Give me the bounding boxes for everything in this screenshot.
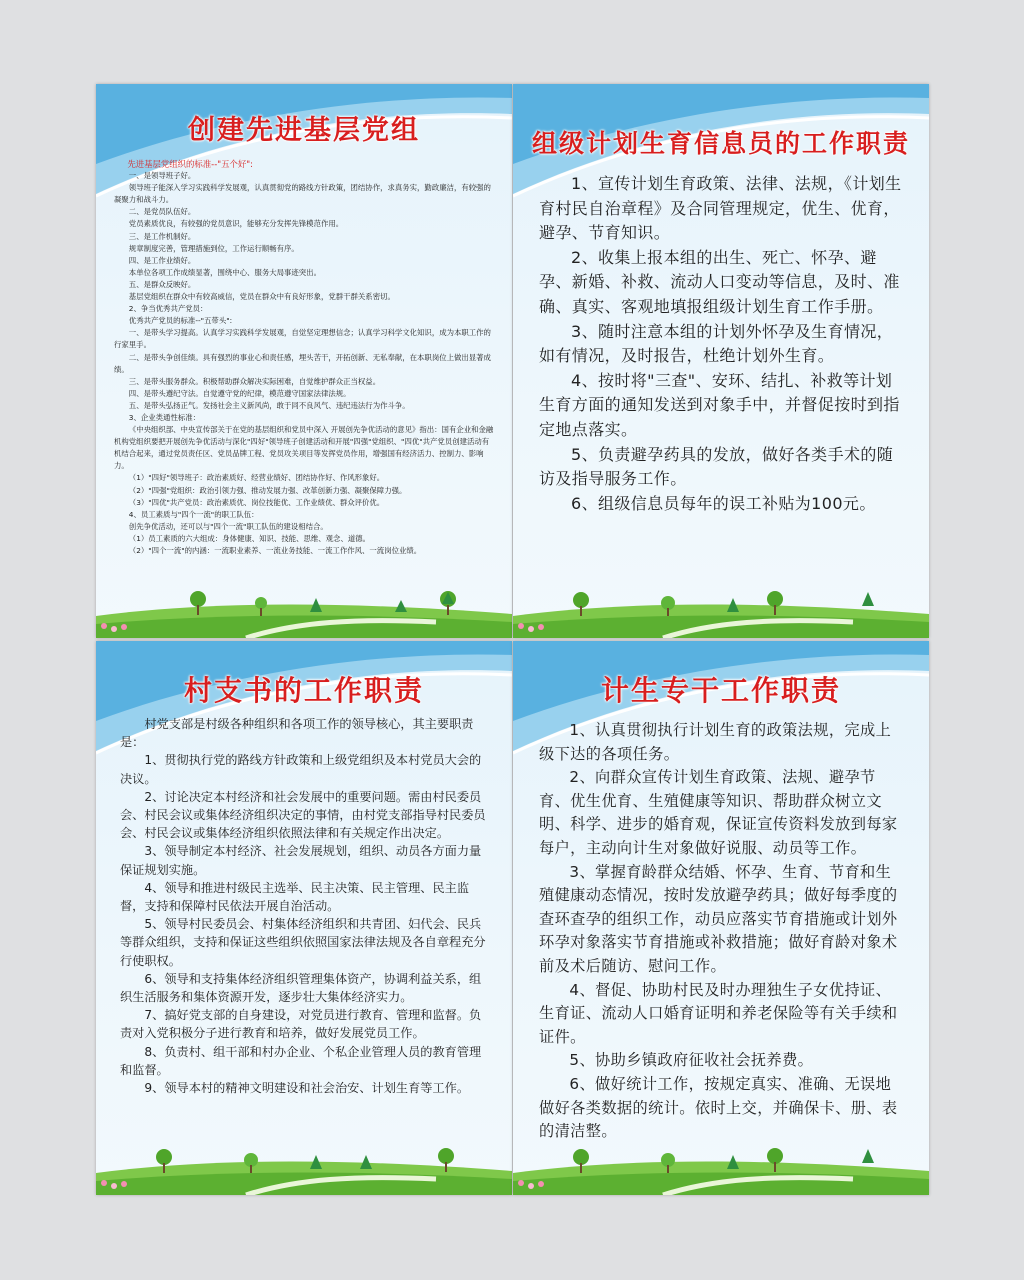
duty-item: 5、领导村民委员会、村集体经济组织和共青团、妇代会、民兵等群众组织，支持和保证这些组织依照国家法律法规及各自章程充分行使职权。 xyxy=(120,917,486,968)
body-line: 基层党组织在群众中有较高威信，党员在群众中有良好形象，党群干群关系密切。 xyxy=(128,292,395,302)
panel-title: 组级计划生育信息员的工作职责 xyxy=(531,129,910,158)
duty-item: 4、督促、协助村民及时办理独生子女优持证、生育证、流动人口婚育证明和养老保险等有关手续和证件。 xyxy=(539,980,898,1046)
body-line: 规章制度完善，管理措施到位，工作运行顺畅有序。 xyxy=(128,243,299,253)
duty-item: 4、按时将"三查"、安环、结扎、补救等计划生育方面的通知发送到对象手中，并督促按时到指定地点落实。 xyxy=(539,370,900,439)
body-line: 2、争当优秀共产党员： xyxy=(128,304,208,314)
duty-item: 2、收集上报本组的出生、死亡、怀孕、避孕、新婚、补救、流动人口变动等信息，及时、准确、真实、客观地填报组级计划生育工作手册。 xyxy=(539,247,900,316)
duty-item: 6、做好统计工作，按规定真实、准确、无误地做好各类数据的统计。依时上交，并确保卡、册、表的清洁整。 xyxy=(539,1074,898,1141)
body-line: （2）"四强"党组织：政治引领力强、推动发展力强、改革创新力强、凝聚保障力强。 xyxy=(128,485,407,495)
body-line: （1）员工素质的六大组成：身体健康、知识、技能、思维、观念、道德。 xyxy=(128,533,371,543)
duty-item: 6、组级信息员每年的误工补贴为100元。 xyxy=(571,493,876,513)
body-line: 3、企业类通性标准： xyxy=(128,412,201,422)
duty-item: 1、宣传计划生育政策、法律、法规，《计划生育村民自治章程》及合同管理规定，优生、优育，避孕、节育知识。 xyxy=(539,174,902,243)
body-line: 4、员工素质与"四个一流"的职工队伍： xyxy=(128,509,259,519)
body-line: 本单位各项工作成绩显著，围绕中心、服务大局事迹突出。 xyxy=(128,267,321,277)
body-line: 一、是带头学习提高。认真学习实践科学发展观，自觉坚定理想信念；认真学习科学文化知识，成为本职工作的行家里手。 xyxy=(114,328,491,350)
duty-item: 2、向群众宣传计划生育政策、法规、避孕节育、优生优育、生殖健康等知识、帮助群众树立文明、科学、进步的婚育观，保证宣传资料发放到每家每户，主动向计生对象做好说服、动员等工作。 xyxy=(539,768,898,857)
duty-item: 5、协助乡镇政府征收社会抚养费。 xyxy=(569,1051,814,1070)
duty-item: 3、领导制定本村经济、社会发展规划，组织、动员各方面力量保证规划实施。 xyxy=(120,844,482,877)
body-line: 二、是带头争创佳绩。具有强烈的事业心和责任感，埋头苦干，开拓创新、无私奉献，在本职岗位上做出显著成绩。 xyxy=(114,352,491,374)
body-line: 四、是带头遵纪守法。自觉遵守党的纪律，模范遵守国家法律法规。 xyxy=(128,388,351,398)
grass-ground-illustration xyxy=(513,1135,929,1195)
duty-item: 5、负责避孕药具的发放，做好各类手术的随访及指导服务工作。 xyxy=(539,444,894,489)
grass-ground-illustration xyxy=(96,578,512,638)
body-line: 党员素质优良，有较强的党员意识，能够充分发挥先锋模范作用。 xyxy=(128,219,344,229)
panel-info-officer-duties xyxy=(513,84,929,638)
duty-item: 1、贯彻执行党的路线方针政策和上级党组织及本村党员大会的决议。 xyxy=(120,753,482,786)
panel-family-planning-officer-duties xyxy=(513,641,929,1195)
panel-body xyxy=(539,719,903,1144)
panel-body xyxy=(114,158,494,557)
body-line: （3）"四优"共产党员：政治素质优、岗位技能优、工作业绩优、群众评价优。 xyxy=(128,497,385,507)
duty-item: 3、随时注意本组的计划外怀孕及生育情况，如有情况，及时报告，杜绝计划外生育。 xyxy=(539,321,894,366)
duty-item: 8、负责村、组干部和村办企业、个私企业管理人员的教育管理和监督。 xyxy=(120,1044,482,1077)
panel-body xyxy=(120,715,488,1097)
body-line: 五、是带头弘扬正气。发扬社会主义新风尚，敢于同不良风气、违纪违法行为作斗争。 xyxy=(128,400,410,410)
panel-title: 计生专干工作职责 xyxy=(600,674,841,707)
body-line: （2）"四个一流"的内涵：一流职业素养、一流业务技能、一流工作作风、一流岗位业绩。 xyxy=(128,546,422,555)
duty-item: 4、领导和推进村级民主选举、民主决策、民主管理、民主监督，支持和保障村民依法开展自治活动。 xyxy=(120,880,470,914)
duty-item: 7、搞好党支部的自身建设，对党员进行教育、管理和监督。负责对入党积极分子进行教育和培养，做好发展党员工作。 xyxy=(120,1008,482,1041)
body-line: 一、是领导班子好。 xyxy=(128,171,196,181)
body-line: 《中央组织部、中央宣传部关于在党的基层组织和党员中深入 开展创先争优活动的意见》指出：国有企业和金融机构党组织要把开展创先争优活动与深化"四好"领导班子创建活动和开展"四强"党组织、"四优"共产党员创建活动有机结合起来，通过党员责任区、党员品牌工程、党员攻关项目等发挥党员作用，增强国有经济活力、控制力、影响力。 xyxy=(114,425,494,471)
duty-item: 2、讨论决定本村经济和社会发展中的重要问题。需由村民委员会、村民会议或集体经济组织决定的事情，由村党支部指导村民委员会、村民会议或集体经济组织依照法律和有关规定作出决定。 xyxy=(120,789,486,841)
panel-title: 创建先进基层党组 xyxy=(188,115,420,146)
body-line: 领导班子能深入学习实践科学发展观，认真贯彻党的路线方针政策，团结协作，求真务实，勤政廉洁，有较强的凝聚力和战斗力。 xyxy=(114,183,491,205)
body-line: 五、是群众反映好。 xyxy=(128,279,196,289)
body-line: 创先争优活动，还可以与"四个一流"职工队伍的建设相结合。 xyxy=(128,521,328,531)
panel-village-secretary-duties xyxy=(96,641,512,1195)
panel-advanced-party-group xyxy=(96,84,512,638)
body-line: 四、是工作业绩好。 xyxy=(128,255,196,265)
body-line: 三、是带头服务群众。积极帮助群众解决实际困难，自觉维护群众正当权益。 xyxy=(128,376,381,386)
duty-item: 3、掌握育龄群众结婚、怀孕、生育、节育和生殖健康动态情况，按时发放避孕药具；做好每季度的查环查孕的组织工作，动员应落实节育措施或计划外环孕对象落实节育措施或补救措施；做好育龄对象术前及术后随访、慰问工作。 xyxy=(539,862,898,975)
body-line: 二、是党员队伍好。 xyxy=(128,207,196,217)
grass-ground-illustration xyxy=(96,1135,512,1195)
subtitle: 先进基层党组织的标准--"五个好": xyxy=(127,159,253,169)
body-line: （1）"四好"领导班子：政治素质好、经营业绩好、团结协作好、作风形象好。 xyxy=(128,473,385,483)
body-line: 优秀共产党员的标准--"五带头": xyxy=(128,316,233,326)
panel-title: 村支书的工作职责 xyxy=(183,674,424,707)
panel-body xyxy=(539,172,903,516)
body-line: 三、是工作机制好。 xyxy=(128,231,196,241)
duty-item: 9、领导本村的精神文明建设和社会治安、计划生育等工作。 xyxy=(144,1081,470,1096)
duty-item: 6、领导和支持集体经济组织管理集体资产，协调利益关系，组织生活服务和集体资源开发，逐步壮大集体经济实力。 xyxy=(120,971,482,1005)
grass-ground-illustration xyxy=(513,578,929,638)
intro-text: 村党支部是村级各种组织和各项工作的领导核心，其主要职责是： xyxy=(120,717,474,750)
duty-item: 1、认真贯彻执行计划生育的政策法规，完成上级下达的各项任务。 xyxy=(539,721,892,763)
